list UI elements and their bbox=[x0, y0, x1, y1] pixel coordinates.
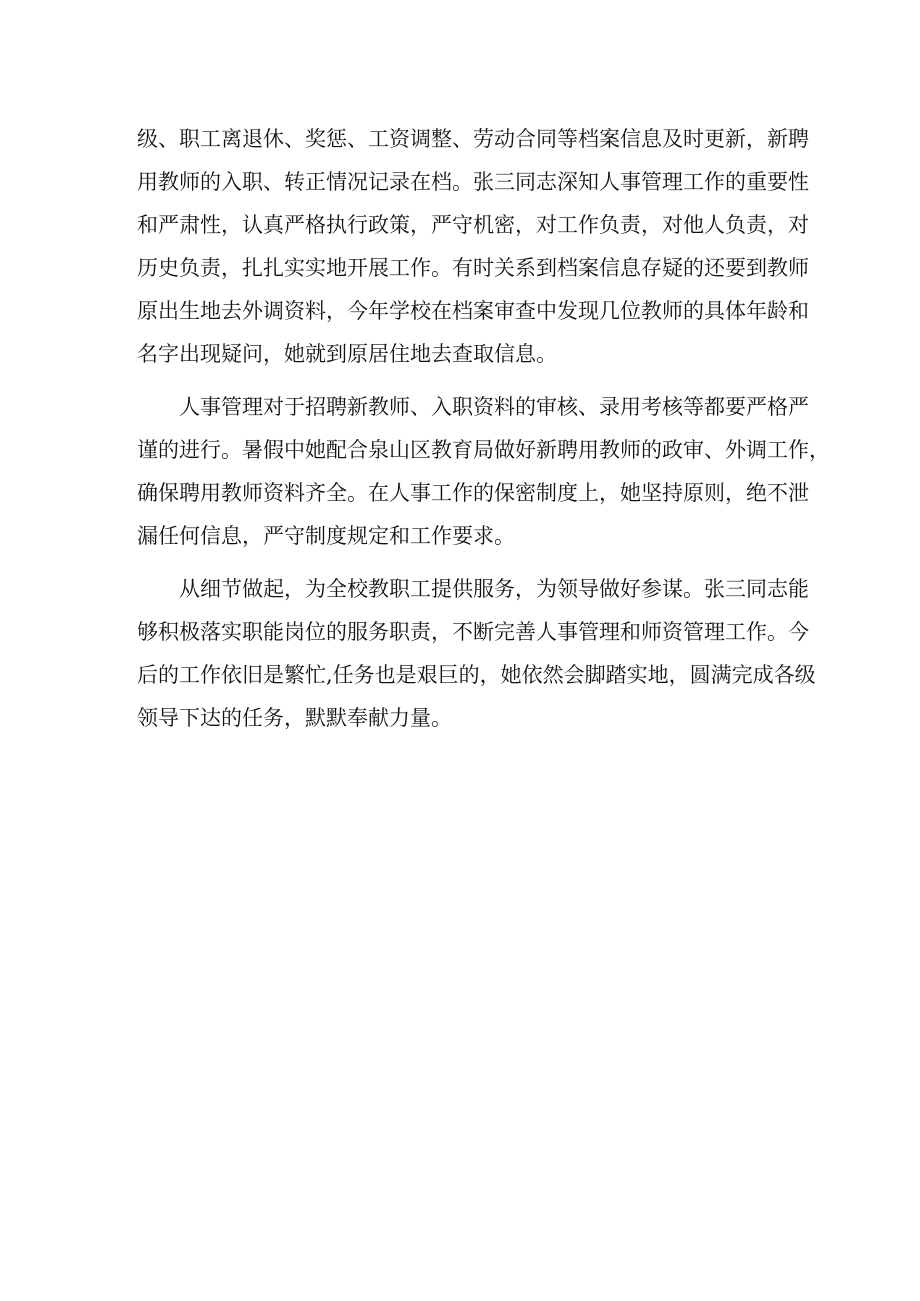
text-line: 从细节做起，为全校教职工提供服务，为领导做好参谋。张三同志能 bbox=[179, 577, 809, 601]
text-line: 后的工作依旧是繁忙,任务也是艰巨的，她依然会脚踏实地，圆满完成各级 bbox=[137, 663, 816, 687]
text-line: 名字出现疑问，她就到原居住地去查取信息。 bbox=[137, 342, 557, 366]
text-line: 级、职工离退休、奖惩、工资调整、劳动合同等档案信息及时更新，新聘 bbox=[137, 127, 809, 151]
text-line: 漏任何信息，严守制度规定和工作要求。 bbox=[137, 524, 515, 548]
paragraph-3 bbox=[137, 568, 816, 740]
text-line: 用教师的入职、转正情况记录在档。张三同志深知人事管理工作的重要性 bbox=[137, 170, 809, 194]
text-line: 和严肃性，认真严格执行政策，严守机密，对工作负责，对他人负责，对 bbox=[137, 213, 809, 237]
paragraph-2 bbox=[137, 386, 830, 558]
document-body bbox=[137, 118, 830, 750]
text-line: 历史负责，扎扎实实地开展工作。有时关系到档案信息存疑的还要到教师 bbox=[137, 256, 809, 280]
text-line: 人事管理对于招聘新教师、入职资料的审核、录用考核等都要严格严 bbox=[179, 395, 809, 419]
text-line: 领导下达的任务，默默奉献力量。 bbox=[137, 706, 452, 730]
text-line: 谨的进行。暑假中她配合泉山区教育局做好新聘用教师的政审、外调工作， bbox=[137, 438, 830, 462]
text-line: 够积极落实职能岗位的服务职责，不断完善人事管理和师资管理工作。今 bbox=[137, 620, 809, 644]
paragraph-1 bbox=[137, 118, 809, 376]
text-line: 原出生地去外调资料，今年学校在档案审查中发现几位教师的具体年龄和 bbox=[137, 299, 809, 323]
text-line: 确保聘用教师资料齐全。在人事工作的保密制度上，她坚持原则，绝不泄 bbox=[137, 481, 809, 505]
